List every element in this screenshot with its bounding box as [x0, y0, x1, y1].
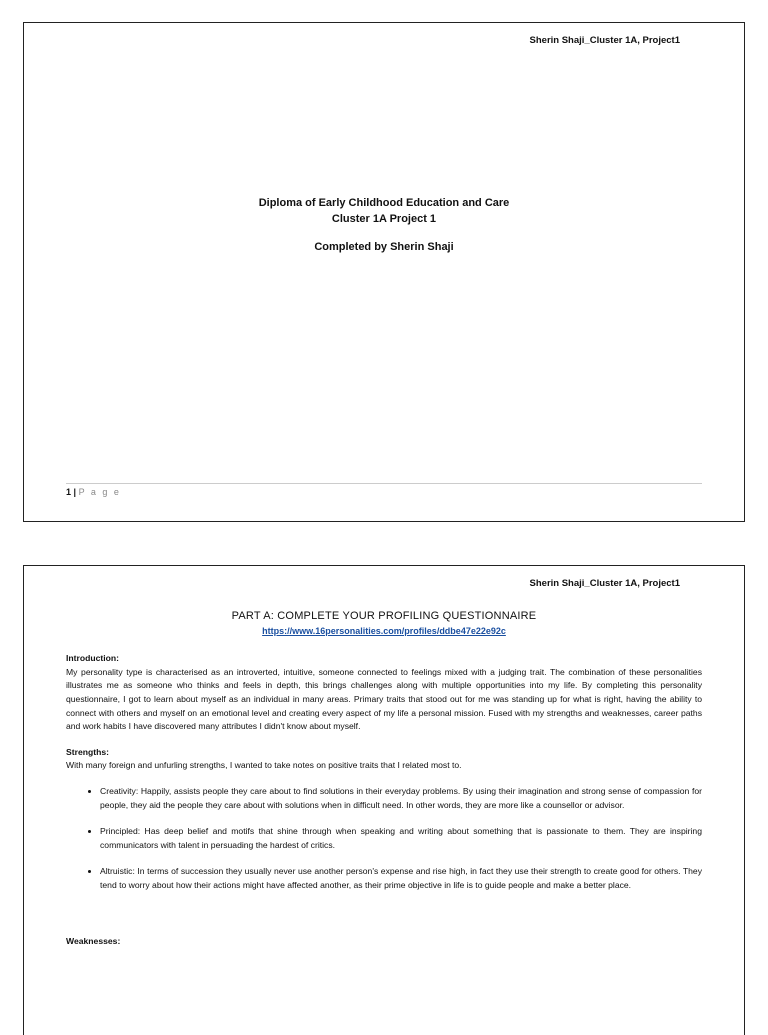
introduction-heading: Introduction:: [66, 653, 119, 664]
document-page-2: [23, 565, 745, 1035]
introduction-text: My personality type is characterised as an introverted, intuitive, someone connected to feelings mixed with a judging trait. The combination of these personalities illustrates me as someone who thinks and feels in depth, this brings challenges along with multiple opportunities into my life. By completing this personality questionnaire, I got to learn about myself as an individual in many areas. Primary traits that stood out for me was standing up for what is right, having the ability to connect with others and myself on an emotional level and creating every aspect of my life a personal mission. Fused with my strengths and weaknesses, career paths and work habits I have discovered many attributes I didn't know about myself.: [66, 666, 702, 732]
strengths-heading: Strengths:: [66, 746, 109, 757]
strength-item-principled: • Principled: Has deep belief and motifs that shine through when speaking and writing about something that is passionate to them. They are inspiring communicators with talent in persuading the hardest of critics.: [100, 825, 702, 852]
cover-author: Completed by Sherin Shaji: [314, 241, 454, 253]
page-footer: [66, 487, 121, 497]
document-page-1: [23, 22, 745, 522]
profile-link[interactable]: https://www.16personalities.com/profiles/ddbe47e22e92c: [262, 625, 506, 636]
cover-project-title: Cluster 1A Project 1: [331, 213, 437, 225]
cover-course-title: Diploma of Early Childhood Education and Care: [258, 197, 510, 209]
strength-item-creativity: • Creativity: Happily, assists people they care about to find solutions in their everyday problems. By using their imagination and strong sense of compassion for people, they aid the people they care about with solutions when in difficult need. In other words, they are more like a counsellor or advisor.: [100, 785, 702, 812]
page-label: P a g e: [78, 487, 121, 497]
cover-block: [24, 195, 744, 255]
strength-item-altruistic: • Altruistic: In terms of succession they usually never use another person's expense and rise high, in fact they use their strength to create good for others. They tend to worry about how their actions might have affected another, as their prime objective in life is to guide people and make a better place.: [100, 865, 702, 892]
strengths-list: [66, 785, 702, 893]
strengths-intro: With many foreign and unfurling strengths, I wanted to take notes on positive traits that I related most to.: [66, 760, 462, 771]
page-number: 1: [66, 487, 72, 497]
footer-divider: [66, 483, 702, 484]
weaknesses-heading: Weaknesses:: [66, 935, 121, 946]
section-title: PART A: COMPLETE YOUR PROFILING QUESTIONNAIRE: [231, 610, 537, 622]
page-header: Sherin Shaji_Cluster 1A, Project1: [529, 35, 680, 46]
page-content: [66, 610, 702, 948]
page-header: Sherin Shaji_Cluster 1A, Project1: [529, 578, 680, 589]
page-separator: |: [73, 487, 77, 497]
